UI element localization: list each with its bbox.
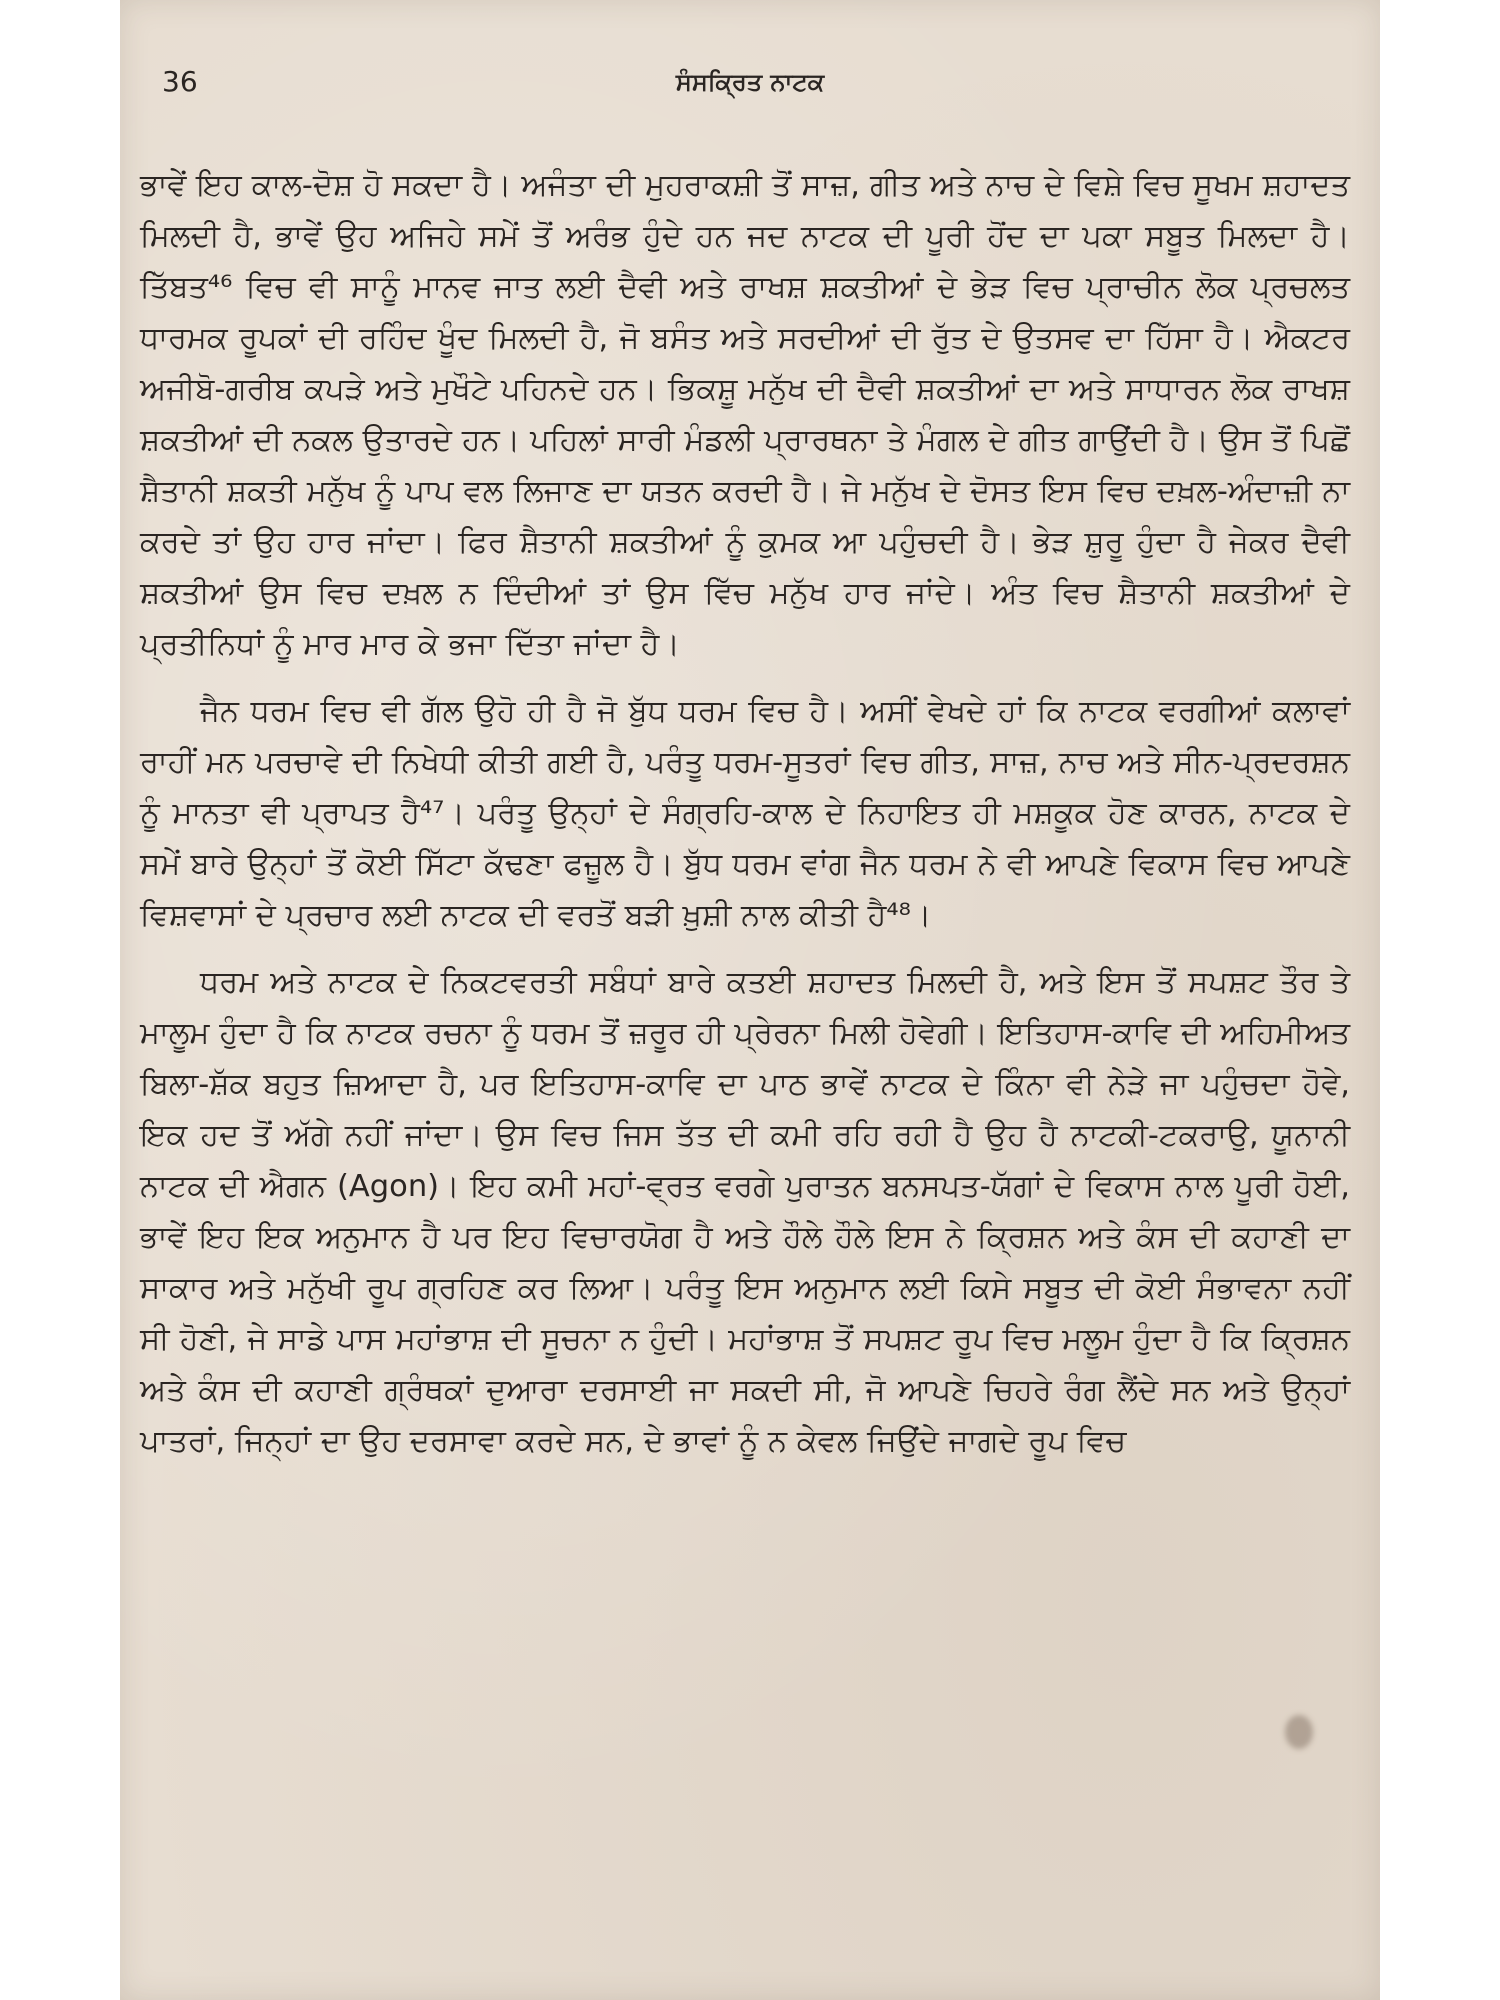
- paragraph-1: ਭਾਵੇਂ ਇਹ ਕਾਲ-ਦੋਸ਼ ਹੋ ਸਕਦਾ ਹੈ। ਅਜੰਤਾ ਦੀ ਮੁਹਰਾਕਸ਼ੀ ਤੋਂ ਸਾਜ਼, ਗੀਤ ਅਤੇ ਨਾਚ ਦੇ ਵਿਸ਼ੇ ਵਿਚ ਸੂਖਮ ਸ਼ਹਾਦਤ ਮਿਲਦੀ ਹੈ, ਭਾਵੇਂ ਉਹ ਅਜਿਹੇ ਸਮੇਂ ਤੋਂ ਅਰੰਭ ਹੁੰਦੇ ਹਨ ਜਦ ਨਾਟਕ ਦੀ ਪੂਰੀ ਹੋਂਦ ਦਾ ਪਕਾ ਸਬੂਤ ਮਿਲਦਾ ਹੈ। ਤਿੱਬਤ⁴⁶ ਵਿਚ ਵੀ ਸਾਨੂੰ ਮਾਨਵ ਜਾਤ ਲਈ ਦੈਵੀ ਅਤੇ ਰਾਖਸ਼ ਸ਼ਕਤੀਆਂ ਦੇ ਭੇੜ ਵਿਚ ਪ੍ਰਾਚੀਨ ਲੋਕ ਪ੍ਰਚਲਤ ਧਾਰਮਕ ਰੂਪਕਾਂ ਦੀ ਰਹਿੰਦ ਖੂੰਦ ਮਿਲਦੀ ਹੈ, ਜੋ ਬਸੰਤ ਅਤੇ ਸਰਦੀਆਂ ਦੀ ਰੁੱਤ ਦੇ ਉਤਸਵ ਦਾ ਹਿੱਸਾ ਹੈ। ਐਕਟਰ ਅਜੀਬੋ-ਗਰੀਬ ਕਪੜੇ ਅਤੇ ਮੁਖੌਟੇ ਪਹਿਨਦੇ ਹਨ। ਭਿਕਸ਼ੂ ਮਨੁੱਖ ਦੀ ਦੈਵੀ ਸ਼ਕਤੀਆਂ ਦਾ ਅਤੇ ਸਾਧਾਰਨ ਲੋਕ ਰਾਖਸ਼ ਸ਼ਕਤੀਆਂ ਦੀ ਨਕਲ ਉਤਾਰਦੇ ਹਨ। ਪਹਿਲਾਂ ਸਾਰੀ ਮੰਡਲੀ ਪ੍ਰਾਰਥਨਾ ਤੇ ਮੰਗਲ ਦੇ ਗੀਤ ਗਾਉਂਦੀ ਹੈ। ਉਸ ਤੋਂ ਪਿਛੋਂ ਸ਼ੈਤਾਨੀ ਸ਼ਕਤੀ ਮਨੁੱਖ ਨੂੰ ਪਾਪ ਵਲ ਲਿਜਾਣ ਦਾ ਯਤਨ ਕਰਦੀ ਹੈ। ਜੇ ਮਨੁੱਖ ਦੇ ਦੋਸਤ ਇਸ ਵਿਚ ਦਖ਼ਲ-ਅੰਦਾਜ਼ੀ ਨਾ ਕਰਦੇ ਤਾਂ ਉਹ ਹਾਰ ਜਾਂਦਾ। ਫਿਰ ਸ਼ੈਤਾਨੀ ਸ਼ਕਤੀਆਂ ਨੂੰ ਕੁਮਕ ਆ ਪਹੁੰਚਦੀ ਹੈ। ਭੇੜ ਸ਼ੁਰੂ ਹੁੰਦਾ ਹੈ ਜੇਕਰ ਦੈਵੀ ਸ਼ਕਤੀਆਂ ਉਸ ਵਿਚ ਦਖ਼ਲ ਨ ਦਿੰਦੀਆਂ ਤਾਂ ਉਸ ਵਿੱਚ ਮਨੁੱਖ ਹਾਰ ਜਾਂਦੇ। ਅੰਤ ਵਿਚ ਸ਼ੈਤਾਨੀ ਸ਼ਕਤੀਆਂ ਦੇ ਪ੍ਰਤੀਨਿਧਾਂ ਨੂੰ ਮਾਰ ਮਾਰ ਕੇ ਭਜਾ ਦਿੱਤਾ ਜਾਂਦਾ ਹੈ।: [140, 168, 1350, 662]
- page-header: [120, 62, 1380, 102]
- paragraph-2: ਜੈਨ ਧਰਮ ਵਿਚ ਵੀ ਗੱਲ ਉਹੋ ਹੀ ਹੈ ਜੋ ਬੁੱਧ ਧਰਮ ਵਿਚ ਹੈ। ਅਸੀਂ ਵੇਖਦੇ ਹਾਂ ਕਿ ਨਾਟਕ ਵਰਗੀਆਂ ਕਲਾਵਾਂ ਰਾਹੀਂ ਮਨ ਪਰਚਾਵੇ ਦੀ ਨਿਖੇਧੀ ਕੀਤੀ ਗਈ ਹੈ, ਪਰੰਤੂ ਧਰਮ-ਸੂਤਰਾਂ ਵਿਚ ਗੀਤ, ਸਾਜ਼, ਨਾਚ ਅਤੇ ਸੀਨ-ਪ੍ਰਦਰਸ਼ਨ ਨੂੰ ਮਾਨਤਾ ਵੀ ਪ੍ਰਾਪਤ ਹੈ⁴⁷। ਪਰੰਤੂ ਉਨ੍ਹਾਂ ਦੇ ਸੰਗ੍ਰਹਿ-ਕਾਲ ਦੇ ਨਿਹਾਇਤ ਹੀ ਮਸ਼ਕੂਕ ਹੋਣ ਕਾਰਨ, ਨਾਟਕ ਦੇ ਸਮੇਂ ਬਾਰੇ ਉਨ੍ਹਾਂ ਤੋਂ ਕੋਈ ਸਿੱਟਾ ਕੱਢਣਾ ਫਜ਼ੂਲ ਹੈ। ਬੁੱਧ ਧਰਮ ਵਾਂਗ ਜੈਨ ਧਰਮ ਨੇ ਵੀ ਆਪਣੇ ਵਿਕਾਸ ਵਿਚ ਆਪਣੇ ਵਿਸ਼ਵਾਸਾਂ ਦੇ ਪ੍ਰਚਾਰ ਲਈ ਨਾਟਕ ਦੀ ਵਰਤੋਂ ਬੜੀ ਖ਼ੁਸ਼ੀ ਨਾਲ ਕੀਤੀ ਹੈ⁴⁸।: [140, 694, 1350, 933]
- running-head: ਸੰਸਕ੍ਰਿਤ ਨਾਟਕ: [675, 68, 825, 96]
- body-text: [140, 160, 1350, 1467]
- ink-stain: [1285, 1715, 1313, 1749]
- page-number: 36: [162, 65, 198, 98]
- book-page: [120, 0, 1380, 2000]
- paragraph-3: ਧਰਮ ਅਤੇ ਨਾਟਕ ਦੇ ਨਿਕਟਵਰਤੀ ਸਬੰਧਾਂ ਬਾਰੇ ਕਤਈ ਸ਼ਹਾਦਤ ਮਿਲਦੀ ਹੈ, ਅਤੇ ਇਸ ਤੋਂ ਸਪਸ਼ਟ ਤੌਰ ਤੇ ਮਾਲੂਮ ਹੁੰਦਾ ਹੈ ਕਿ ਨਾਟਕ ਰਚਨਾ ਨੂੰ ਧਰਮ ਤੋਂ ਜ਼ਰੂਰ ਹੀ ਪ੍ਰੇਰਨਾ ਮਿਲੀ ਹੋਵੇਗੀ। ਇਤਿਹਾਸ-ਕਾਵਿ ਦੀ ਅਹਿਮੀਅਤ ਬਿਲਾ-ਸ਼ੱਕ ਬਹੁਤ ਜ਼ਿਆਦਾ ਹੈ, ਪਰ ਇਤਿਹਾਸ-ਕਾਵਿ ਦਾ ਪਾਠ ਭਾਵੇਂ ਨਾਟਕ ਦੇ ਕਿੰਨਾ ਵੀ ਨੇੜੇ ਜਾ ਪਹੁੰਚਦਾ ਹੋਵੇ, ਇਕ ਹਦ ਤੋਂ ਅੱਗੇ ਨਹੀਂ ਜਾਂਦਾ। ਉਸ ਵਿਚ ਜਿਸ ਤੱਤ ਦੀ ਕਮੀ ਰਹਿ ਰਹੀ ਹੈ ਉਹ ਹੈ ਨਾਟਕੀ-ਟਕਰਾਉ, ਯੂਨਾਨੀ ਨਾਟਕ ਦੀ ਐਗਨ (Agon)। ਇਹ ਕਮੀ ਮਹਾਂ-ਵ੍ਰਤ ਵਰਗੇ ਪੁਰਾਤਨ ਬਨਸਪਤ-ਯੱਗਾਂ ਦੇ ਵਿਕਾਸ ਨਾਲ ਪੂਰੀ ਹੋਈ, ਭਾਵੇਂ ਇਹ ਇਕ ਅਨੁਮਾਨ ਹੈ ਪਰ ਇਹ ਵਿਚਾਰਯੋਗ ਹੈ ਅਤੇ ਹੌਲੇ ਹੌਲੇ ਇਸ ਨੇ ਕ੍ਰਿਸ਼ਨ ਅਤੇ ਕੰਸ ਦੀ ਕਹਾਣੀ ਦਾ ਸਾਕਾਰ ਅਤੇ ਮਨੁੱਖੀ ਰੂਪ ਗ੍ਰਹਿਣ ਕਰ ਲਿਆ। ਪਰੰਤੂ ਇਸ ਅਨੁਮਾਨ ਲਈ ਕਿਸੇ ਸਬੂਤ ਦੀ ਕੋਈ ਸੰਭਾਵਨਾ ਨਹੀਂ ਸੀ ਹੋਣੀ, ਜੇ ਸਾਡੇ ਪਾਸ ਮਹਾਂਭਾਸ਼ ਦੀ ਸੂਚਨਾ ਨ ਹੁੰਦੀ। ਮਹਾਂਭਾਸ਼ ਤੋਂ ਸਪਸ਼ਟ ਰੂਪ ਵਿਚ ਮਲੂਮ ਹੁੰਦਾ ਹੈ ਕਿ ਕ੍ਰਿਸ਼ਨ ਅਤੇ ਕੰਸ ਦੀ ਕਹਾਣੀ ਗ੍ਰੰਥਕਾਂ ਦੁਆਰਾ ਦਰਸਾਈ ਜਾ ਸਕਦੀ ਸੀ, ਜੋ ਆਪਣੇ ਚਿਹਰੇ ਰੰਗ ਲੈਂਦੇ ਸਨ ਅਤੇ ਉਨ੍ਹਾਂ ਪਾਤਰਾਂ, ਜਿਨ੍ਹਾਂ ਦਾ ਉਹ ਦਰਸਾਵਾ ਕਰਦੇ ਸਨ, ਦੇ ਭਾਵਾਂ ਨੂੰ ਨ ਕੇਵਲ ਜਿਉਂਦੇ ਜਾਗਦੇ ਰੂਪ ਵਿਚ: [140, 965, 1350, 1459]
